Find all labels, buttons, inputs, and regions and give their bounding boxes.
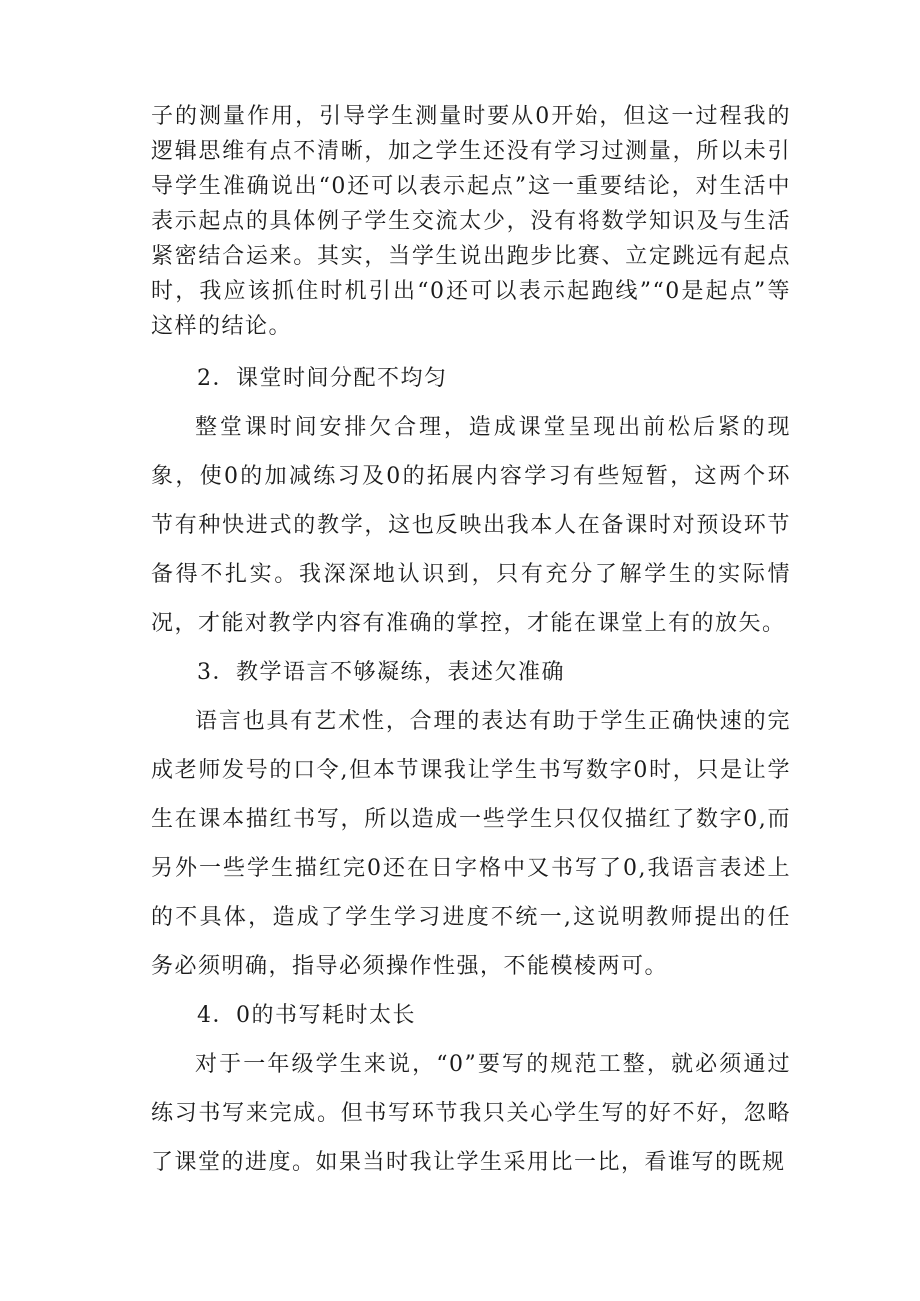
paragraph-teaching-language: 语言也具有艺术性，合理的表达有助于学生正确快速的完成老师发号的口令,但本节课我让学生书写数字0时，只是让学生在课本描红书写，所以造成一些学生只仅仅描红了数字0,而另外一些学生描红完0还在日字格中又书写了0,我语言表述上的不具体，造成了学生学习进度不统一,这说明教师提出的任务必须明确，指导必须操作性强，不能模棱两可。 (151, 709, 791, 979)
heading-time-allocation: 2．课堂时间分配不均匀 (197, 366, 448, 391)
paragraph-time-allocation: 整堂课时间安排欠合理，造成课堂呈现出前松后紧的现象，使0的加减练习及0的拓展内容学习有些短暂，这两个环节有种快进式的教学，这也反映出我本人在备课时对预设环节备得不扎实。我深深地认识到，只有充分了解学生的实际情况，才能对教学内容有准确的掌控，才能在课堂上有的放矢。 (151, 415, 791, 636)
heading-teaching-language: 3．教学语言不够凝练，表述欠准确 (197, 660, 565, 685)
document-page (151, 99, 791, 1187)
paragraph-reflection-intro: 子的测量作用，引导学生测量时要从0开始，但这一过程我的逻辑思维有点不清晰，加之学生还没有学习过测量，所以未引导学生准确说出“0还可以表示起点”这一重要结论，对生活中表示起点的具体例子学生交流太少，没有将数学知识及与生活紧密结合运来。其实，当学生说出跑步比赛、立定跳远有起点时，我应该抓住时机引出“0还可以表示起跑线”“0是起点”等这样的结论。 (151, 104, 791, 339)
heading-writing-time: 4．0的书写耗时太长 (197, 1003, 416, 1028)
paragraph-writing-time: 对于一年级学生来说，“0”要写的规范工整，就必须通过练习书写来完成。但书写环节我只关心学生写的好不好，忽略了课堂的进度。如果当时我让学生采用比一比，看谁写的既规 (151, 1052, 791, 1175)
paragraph-gap (151, 344, 791, 354)
